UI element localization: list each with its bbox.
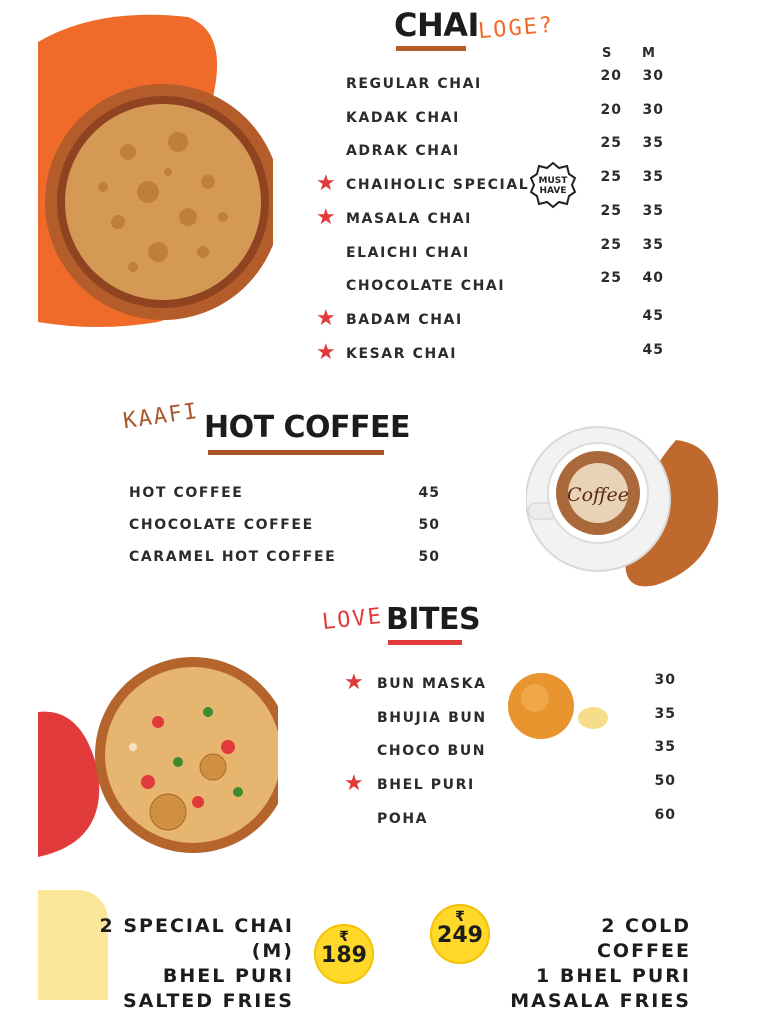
- chai-item-price-s: 25: [600, 236, 622, 253]
- chai-item-name: ELAICHI CHAI: [346, 244, 470, 261]
- size-header-m: M: [642, 46, 657, 61]
- chai-item-name: KESAR CHAI: [346, 345, 458, 362]
- combo-2-line-2: 1 BHEL PURI: [536, 965, 691, 987]
- coffee-item-price: 45: [418, 485, 440, 501]
- bites-item-price: 35: [654, 705, 676, 722]
- chai-item-price-m: 45: [642, 307, 664, 324]
- coffee-item-price: 50: [418, 517, 440, 533]
- combo-1-line-3: SALTED FRIES: [122, 990, 294, 1012]
- combo-1-line-2: BHEL PURI: [162, 965, 294, 987]
- coffee-title-underline: [208, 450, 384, 455]
- chai-item-price-m: 35: [642, 236, 664, 253]
- badge-line-1: MUST: [538, 176, 568, 186]
- chai-item-name: BADAM CHAI: [346, 311, 463, 328]
- star-icon: ★: [316, 171, 336, 197]
- bun-maska-illustration: [505, 672, 610, 740]
- star-icon: ★: [316, 339, 336, 365]
- chai-item-price-m: 30: [642, 68, 664, 84]
- bites-item-price: 60: [654, 806, 676, 823]
- chai-item-name: REGULAR CHAI: [346, 76, 482, 92]
- bites-item-name: CHOCO BUN: [377, 743, 487, 760]
- chai-item-name: MASALA CHAI: [346, 210, 472, 227]
- bites-title-underline: [388, 640, 462, 645]
- must-have-badge: [529, 161, 577, 209]
- bites-item-price: 30: [654, 672, 676, 688]
- combo-1-price-badge: [314, 924, 374, 984]
- size-header-s: S: [602, 46, 613, 61]
- coffee-item-name: HOT COFFEE: [129, 485, 244, 501]
- chai-item-price-m: 40: [642, 270, 664, 287]
- coffee-cup-illustration: [526, 425, 726, 590]
- combo-2-price-badge: [430, 904, 490, 964]
- coffee-title: HOT COFFEE: [204, 410, 411, 445]
- bites-item-price: 50: [654, 773, 676, 790]
- combo-1-price: 189: [321, 943, 367, 968]
- bites-item-name: BHUJIA BUN: [377, 709, 487, 726]
- chai-title-script: LOGE?: [477, 12, 556, 45]
- chai-item-price-s: 20: [600, 68, 622, 84]
- combo-2-line-1: 2 COLD COFFEE: [596, 915, 691, 962]
- star-icon: ★: [316, 204, 336, 230]
- chai-item-price-m: 45: [642, 341, 664, 358]
- combo-2-price: 249: [437, 923, 483, 948]
- chai-item-name: KADAK CHAI: [346, 109, 460, 126]
- star-icon: ★: [344, 771, 364, 797]
- latte-art-text: Coffee: [567, 484, 629, 506]
- chai-title-underline: [396, 46, 466, 51]
- chai-item-price-s: 20: [600, 101, 622, 118]
- chai-item-price-m: 35: [642, 169, 664, 186]
- combo-1-items: [60, 914, 294, 1014]
- chai-item-price-m: 35: [642, 135, 664, 152]
- chai-foam: [65, 104, 261, 300]
- bites-item-name: POHA: [377, 810, 429, 827]
- chai-item-price-s: 25: [600, 202, 622, 219]
- bites-title: BITES: [386, 602, 481, 637]
- butter: [578, 707, 608, 729]
- combo-1-line-1: 2 SPECIAL CHAI (M): [99, 915, 294, 962]
- red-blob: [38, 712, 99, 857]
- chai-title: CHAI: [394, 6, 479, 44]
- combo-2-line-3: MASALA FRIES: [510, 990, 691, 1012]
- chai-item-price-m: 35: [642, 202, 664, 219]
- chai-item-price-m: 30: [642, 101, 664, 118]
- bhel-puri-illustration: [38, 652, 278, 862]
- bites-item-price: 35: [654, 739, 676, 756]
- bites-item-name: BUN MASKA: [377, 676, 487, 692]
- bites-title-script: LOVE: [320, 603, 385, 636]
- badge-line-2: HAVE: [539, 186, 567, 196]
- coffee-title-script: KAAFI: [121, 398, 201, 435]
- chai-item-price-s: 25: [600, 169, 622, 186]
- combo-1-currency: ₹: [339, 929, 349, 945]
- chai-item-name: ADRAK CHAI: [346, 143, 460, 160]
- chai-item-price-s: 25: [600, 270, 622, 287]
- coffee-item-price: 50: [418, 549, 440, 565]
- chai-item-name: CHAIHOLIC SPECIAL: [346, 177, 530, 194]
- star-icon: ★: [344, 670, 364, 695]
- coffee-item-name: CARAMEL HOT COFFEE: [129, 549, 337, 565]
- chai-item-price-s: 25: [600, 135, 622, 152]
- chai-item-name: CHOCOLATE CHAI: [346, 278, 506, 295]
- bites-item-name: BHEL PURI: [377, 777, 475, 794]
- star-icon: ★: [316, 305, 336, 331]
- coffee-item-name: CHOCOLATE COFFEE: [129, 517, 314, 533]
- chai-cup-illustration: [38, 12, 273, 342]
- combo-2-currency: ₹: [455, 909, 465, 925]
- combo-2-items: [505, 914, 691, 1014]
